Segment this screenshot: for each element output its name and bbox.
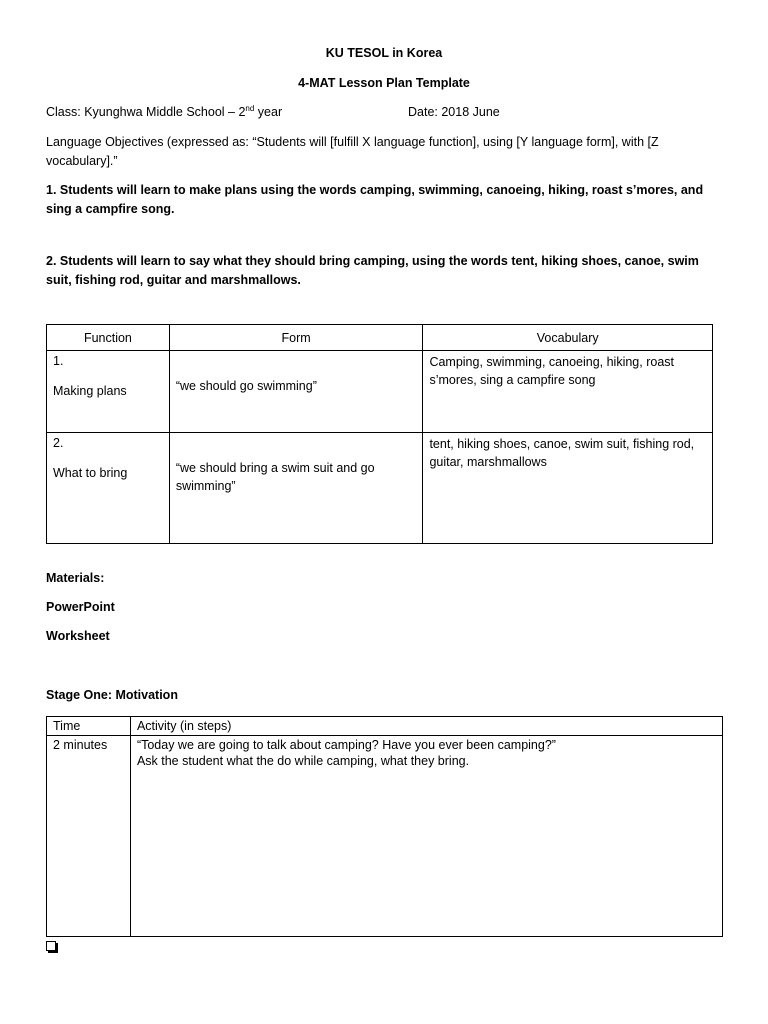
- activity-line: “Today we are going to talk about camping? Have you ever been camping?”: [136, 738, 556, 752]
- column-header-vocabulary: Vocabulary: [423, 325, 713, 351]
- form-text: “we should bring a swim suit and go swimming”: [175, 461, 375, 493]
- column-header-activity: Activity (in steps): [130, 717, 722, 736]
- table-row: [47, 351, 713, 433]
- function-text: What to bring: [53, 466, 128, 480]
- form-cell: [169, 433, 423, 544]
- table-header-row: [47, 325, 713, 351]
- activity-cell: [130, 736, 722, 937]
- objectives-intro: Language Objectives (expressed as: “Students will [fulfill X language function], using [Y language form], with [Z vocabulary].”: [46, 135, 659, 168]
- column-header-time: Time: [47, 717, 131, 736]
- function-cell: [47, 351, 170, 433]
- function-cell: [47, 433, 170, 544]
- vocabulary-cell: [423, 351, 713, 433]
- org-title: KU TESOL in Korea: [325, 46, 443, 60]
- material-item: PowerPoint: [46, 600, 115, 614]
- function-text: Making plans: [53, 384, 127, 398]
- checkbox-bullet-icon: [46, 941, 56, 951]
- function-form-vocabulary-table: [46, 324, 713, 544]
- row-number: 2.: [53, 436, 64, 450]
- class-line: Class: Kyunghwa Middle School – 2nd year: [46, 103, 283, 119]
- page-title: 4-MAT Lesson Plan Template: [298, 76, 470, 90]
- column-header-form: Form: [169, 325, 423, 351]
- time-cell: 2 minutes: [47, 736, 131, 937]
- table-row: [47, 433, 713, 544]
- vocabulary-cell: [423, 433, 713, 544]
- objective-2: 2. Students will learn to say what they should bring camping, using the words tent, hiking shoes, canoe, swim suit, fishing rod, guitar and marshmallows.: [46, 254, 699, 287]
- table-header-row: [47, 717, 723, 736]
- table-row: [47, 736, 723, 937]
- objective-1: 1. Students will learn to make plans using the words camping, swimming, canoeing, hiking, roast s’mores, and sing a campfire song.: [46, 183, 704, 216]
- stage-one-table: [46, 716, 723, 937]
- materials-heading: Materials:: [46, 571, 105, 585]
- vocabulary-text: tent, hiking shoes, canoe, swim suit, fishing rod, guitar, marshmallows: [429, 437, 695, 469]
- stage-one-heading: Stage One: Motivation: [46, 688, 178, 702]
- material-item: Worksheet: [46, 629, 110, 643]
- column-header-function: Function: [47, 325, 170, 351]
- activity-line: Ask the student what the do while camping, what they bring.: [136, 754, 470, 768]
- form-text: “we should go swimming”: [175, 379, 317, 393]
- form-cell: [169, 351, 423, 433]
- date-line: Date: 2018 June: [408, 105, 500, 119]
- vocabulary-text: Camping, swimming, canoeing, hiking, roast s’mores, sing a campfire song: [429, 355, 674, 387]
- row-number: 1.: [53, 354, 64, 368]
